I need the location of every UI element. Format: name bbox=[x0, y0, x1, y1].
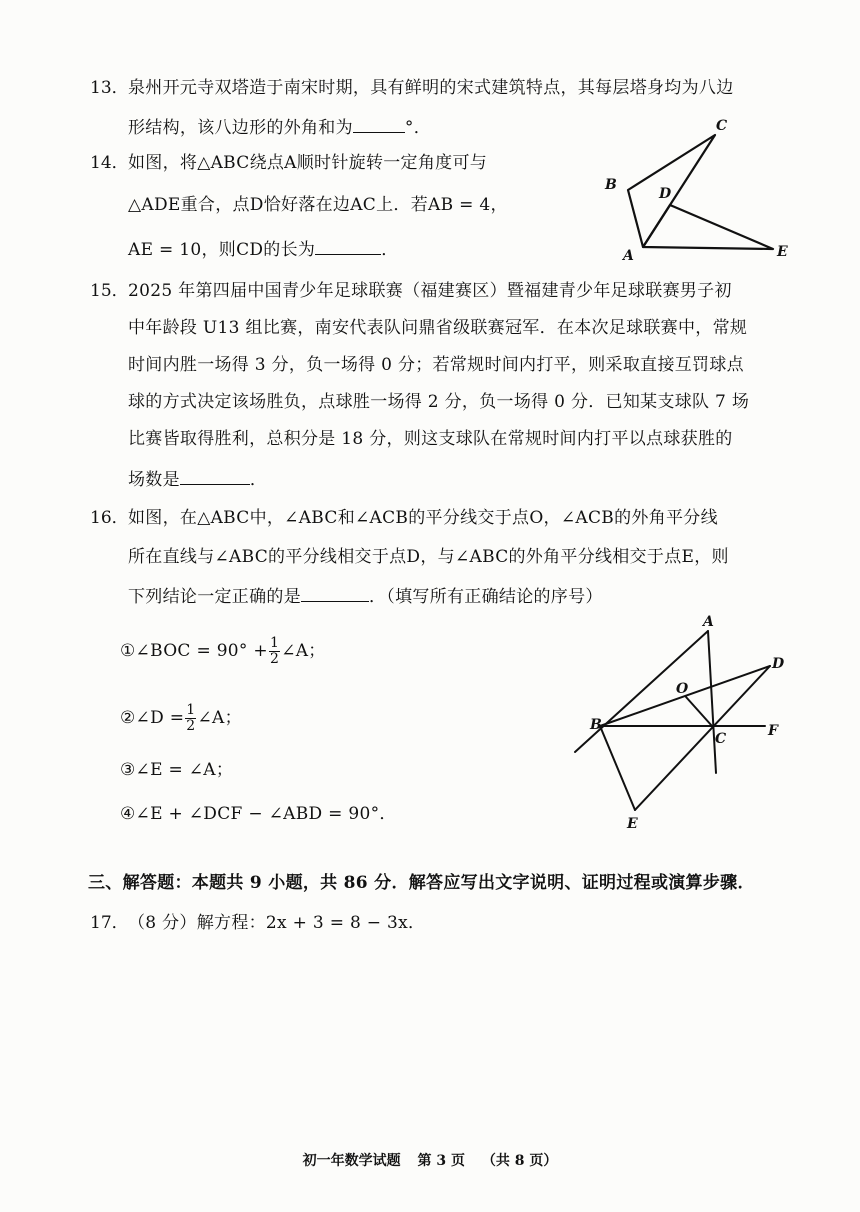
q16-option-2-right: ∠A； bbox=[197, 708, 242, 728]
q16-number: 16． bbox=[90, 508, 129, 528]
footer-page: 第 3 页 bbox=[417, 1153, 465, 1169]
section-3-heading: 三、解答题：本题共 9 小题，共 86 分．解答应写出文字说明、证明过程或演算步骤． bbox=[88, 873, 755, 893]
q15-number: 15． bbox=[90, 281, 129, 301]
q16-option-1-right: ∠A； bbox=[281, 641, 326, 661]
q14-label-e: E bbox=[777, 244, 788, 260]
q16-option-2-left: ②∠D = bbox=[120, 708, 185, 728]
q16-line3 bbox=[128, 583, 603, 609]
q16-label-c: C bbox=[715, 731, 727, 747]
q15-line6-text: 场数是 bbox=[128, 470, 180, 490]
q14-line2: △ADE重合，点D恰好落在边AC上．若AB = 4， bbox=[128, 195, 508, 215]
q16-option-1-left: ①∠BOC = 90° + bbox=[120, 641, 268, 661]
q14-answer-blank bbox=[315, 236, 381, 255]
page-footer bbox=[0, 1150, 860, 1170]
q16-line-oc bbox=[686, 697, 712, 726]
q16-line3-text: 下列结论一定正确的是 bbox=[128, 587, 301, 607]
q16-label-f: F bbox=[768, 723, 778, 739]
q14-label-c: C bbox=[716, 118, 728, 134]
q16-figure bbox=[560, 615, 800, 835]
q16-line2: 所在直线与∠ABC的平分线相交于点D，与∠ABC的外角平分线相交于点E，则 bbox=[128, 547, 729, 567]
q14-line3 bbox=[128, 236, 399, 262]
q16-label-d: D bbox=[772, 656, 785, 672]
q16-label-a: A bbox=[703, 615, 714, 630]
fraction-denominator: 2 bbox=[269, 651, 280, 667]
q15-line2: 中年龄段 U13 组比赛，南安代表队问鼎省级联赛冠军．在本次足球联赛中，常规 bbox=[128, 318, 748, 338]
fraction-numerator: 1 bbox=[186, 702, 196, 718]
q14-line3-end: ． bbox=[381, 240, 399, 260]
q15-line1: 2025 年第四届中国青少年足球联赛（福建赛区）暨福建青少年足球联赛男子初 bbox=[128, 281, 732, 301]
footer-title: 初一年数学试题 bbox=[302, 1153, 401, 1169]
q15-answer-blank bbox=[180, 466, 250, 485]
q15-line6 bbox=[128, 466, 267, 492]
q16-option-1 bbox=[120, 636, 326, 667]
q16-option-1-fraction bbox=[269, 636, 280, 667]
q13-answer-blank bbox=[353, 114, 405, 133]
q15-line6-end: ． bbox=[249, 470, 268, 490]
q16-label-e: E bbox=[627, 816, 638, 832]
q13-line2-text: 形结构，该八边形的外角和为 bbox=[128, 118, 353, 138]
q16-label-o: O bbox=[676, 681, 689, 697]
q13-line1: 泉州开元寺双塔造于南宋时期，具有鲜明的宋式建筑特点，其每层塔身均为八边 bbox=[128, 78, 734, 98]
q16-line3-end: ．（填写所有正确结论的序号） bbox=[369, 587, 603, 607]
q15-line3: 时间内胜一场得 3 分，负一场得 0 分；若常规时间内打平，则采取直接互罚球点 bbox=[128, 355, 744, 375]
q13-number: 13． bbox=[90, 78, 129, 98]
q16-line-ed bbox=[635, 666, 770, 810]
q16-line-a-c-extended bbox=[708, 631, 716, 773]
q14-triangle-abc bbox=[628, 135, 715, 247]
q14-number: 14． bbox=[90, 153, 129, 173]
q14-triangle-ade bbox=[643, 205, 773, 249]
q14-label-b: B bbox=[605, 177, 617, 193]
q16-option-4: ④∠E + ∠DCF − ∠ABD = 90°． bbox=[120, 804, 397, 824]
fraction-denominator: 2 bbox=[186, 718, 196, 734]
q17-text: （8 分）解方程：2x + 3 = 8 − 3x． bbox=[128, 913, 426, 933]
q14-line1: 如图，将△ABC绕点A顺时针旋转一定角度可与 bbox=[128, 153, 488, 173]
q13-line2-end: °． bbox=[404, 118, 432, 138]
q16-label-b: B bbox=[590, 717, 602, 733]
q16-answer-blank bbox=[301, 583, 369, 602]
q16-line-be bbox=[600, 726, 635, 810]
footer-total: （共 8 页） bbox=[481, 1153, 558, 1169]
q16-line1: 如图，在△ABC中，∠ABC和∠ACB的平分线交于点O，∠ACB的外角平分线 bbox=[128, 508, 718, 528]
fraction-numerator: 1 bbox=[269, 635, 280, 651]
q13-line2 bbox=[128, 114, 431, 140]
q14-label-d: D bbox=[659, 186, 672, 202]
q16-option-2-fraction bbox=[185, 703, 196, 734]
q14-line3-text: AE = 10，则CD的长为 bbox=[128, 240, 316, 260]
q14-label-a: A bbox=[623, 248, 634, 260]
q16-option-2 bbox=[120, 703, 242, 734]
q15-line5: 比赛皆取得胜利，总积分是 18 分，则这支球队在常规时间内打平以点球获胜的 bbox=[128, 429, 733, 449]
q17-number: 17． bbox=[90, 913, 129, 933]
q14-figure bbox=[595, 110, 805, 260]
q15-line4: 球的方式决定该场胜负，点球胜一场得 2 分，负一场得 0 分．已知某支球队 7 场 bbox=[128, 392, 750, 412]
q16-option-3: ③∠E = ∠A； bbox=[120, 760, 234, 780]
